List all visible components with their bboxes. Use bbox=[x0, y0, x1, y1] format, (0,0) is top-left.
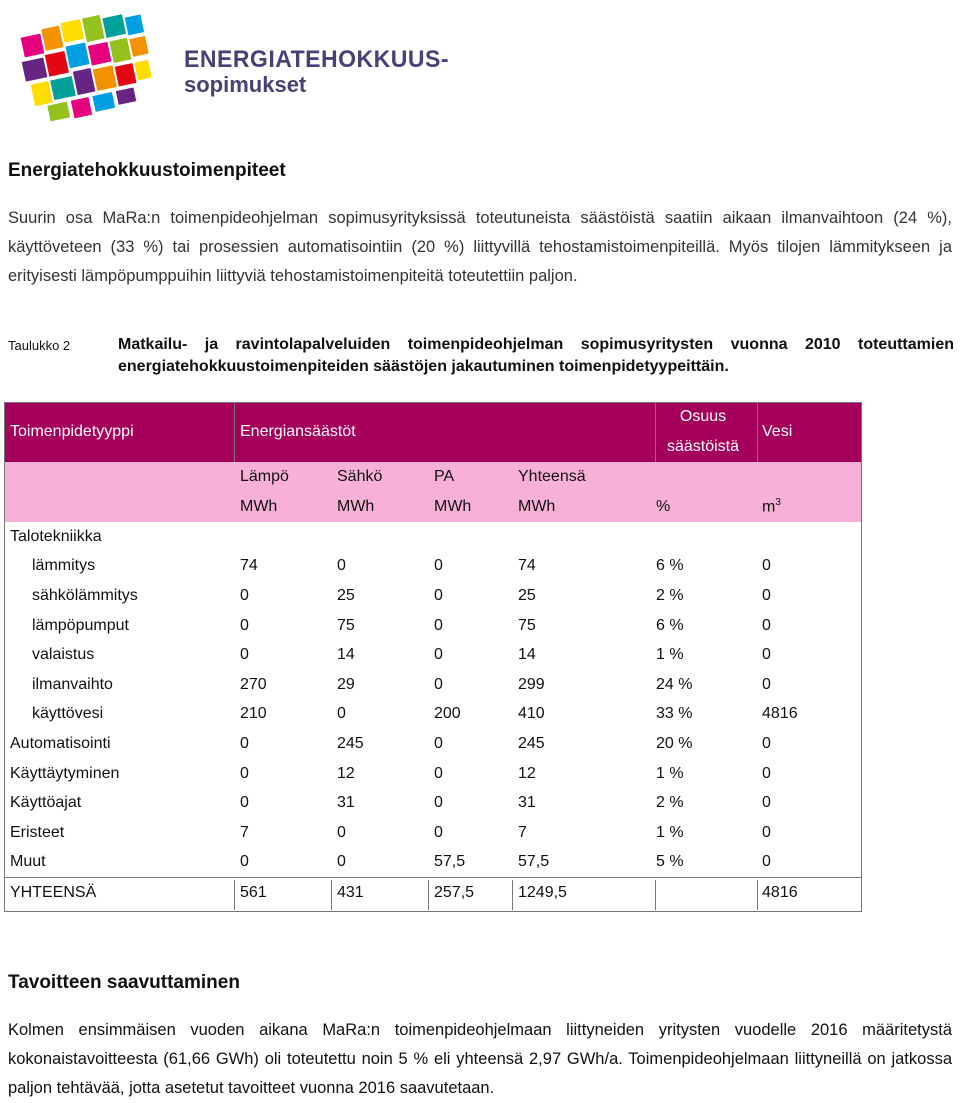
row-pa: 0 bbox=[434, 794, 443, 812]
row-share: 6 % bbox=[656, 616, 684, 634]
table-unit-row bbox=[4, 492, 862, 522]
row-water: 0 bbox=[762, 734, 771, 752]
row-elec: 0 bbox=[337, 557, 346, 575]
row-pa: 0 bbox=[434, 764, 443, 782]
row-total: 25 bbox=[518, 586, 536, 604]
unit-heat: MWh bbox=[234, 492, 331, 522]
row-heat: 0 bbox=[240, 794, 249, 812]
row-elec: 0 bbox=[337, 853, 346, 871]
row-pa: 0 bbox=[434, 675, 443, 693]
row-total: 12 bbox=[518, 764, 536, 782]
unit-elec: MWh bbox=[331, 492, 428, 522]
row-name: valaistus bbox=[32, 646, 95, 664]
table-row bbox=[4, 611, 862, 641]
section-heading-target: Tavoitteen saavuttaminen bbox=[8, 972, 240, 993]
row-elec: 29 bbox=[337, 675, 355, 693]
subheader-total: Yhteensä bbox=[512, 462, 650, 492]
row-share: 20 % bbox=[656, 734, 693, 752]
row-heat: 7 bbox=[240, 823, 249, 841]
row-water: 0 bbox=[762, 764, 771, 782]
unit-water bbox=[756, 492, 862, 522]
unit-pa: MWh bbox=[428, 492, 512, 522]
row-elec: 12 bbox=[337, 764, 355, 782]
row-water: 4816 bbox=[762, 705, 798, 723]
table-header-row bbox=[4, 402, 862, 462]
row-pa: 0 bbox=[434, 646, 443, 664]
color-flag-icon bbox=[10, 6, 170, 126]
row-heat: 0 bbox=[240, 616, 249, 634]
row-heat: 0 bbox=[240, 853, 249, 871]
row-pa: 200 bbox=[434, 705, 461, 723]
total-sum: 1249,5 bbox=[512, 878, 650, 909]
row-heat: 74 bbox=[240, 557, 258, 575]
header-share bbox=[650, 402, 756, 462]
row-heat: 0 bbox=[240, 646, 249, 664]
row-name: Muut bbox=[10, 853, 46, 871]
total-heat: 561 bbox=[234, 878, 331, 909]
row-share: 5 % bbox=[656, 853, 684, 871]
energiatehokkuus-logo bbox=[10, 6, 450, 126]
section-heading-measures: Energiatehokkuustoimenpiteet bbox=[8, 160, 286, 181]
row-total: 7 bbox=[518, 823, 527, 841]
savings-table bbox=[4, 402, 862, 908]
table-row bbox=[4, 700, 862, 730]
table-row bbox=[4, 848, 862, 878]
unit-total: MWh bbox=[512, 492, 650, 522]
row-total: 245 bbox=[518, 734, 545, 752]
row-heat: 270 bbox=[240, 675, 267, 693]
row-elec: 25 bbox=[337, 586, 355, 604]
table-row bbox=[4, 670, 862, 700]
table-row bbox=[4, 759, 862, 789]
row-elec: 0 bbox=[337, 823, 346, 841]
row-name: Eristeet bbox=[10, 823, 65, 841]
unit-water-sup: 3 bbox=[775, 497, 781, 509]
row-name: Käyttöajat bbox=[10, 794, 82, 812]
table-caption-label: Taulukko 2 bbox=[8, 338, 71, 353]
table-row bbox=[4, 552, 862, 582]
header-water: Vesi bbox=[756, 402, 862, 462]
row-name: Automatisointi bbox=[10, 734, 111, 752]
row-pa: 0 bbox=[434, 586, 443, 604]
target-paragraph: Kolmen ensimmäisen vuoden aikana MaRa:n toimenpideohjelmaan liittyneiden yritysten vuodelle 2016 määritetystä kokonaistavoitteesta (61,66 GWh) oli toteutettu noin 5 % eli yhteensä 2,97 GWh/a. Toimenpideohjelmaan liittyneillä on jatkossa paljon tehtävää, jotta asetetut tavoitteet vuonna 2016 saavutetaan. bbox=[8, 1021, 952, 1097]
header-share-line2: säästöistä bbox=[666, 438, 740, 455]
row-total: 31 bbox=[518, 794, 536, 812]
row-name: käyttövesi bbox=[32, 705, 104, 723]
row-water: 0 bbox=[762, 794, 771, 812]
table-row bbox=[4, 581, 862, 611]
row-elec: 75 bbox=[337, 616, 355, 634]
row-elec: 245 bbox=[337, 734, 364, 752]
row-name: lämmitys bbox=[32, 557, 96, 575]
header-share-line1: Osuus bbox=[679, 408, 727, 425]
total-share bbox=[650, 878, 756, 909]
row-share: 33 % bbox=[656, 705, 693, 723]
row-total: 75 bbox=[518, 616, 536, 634]
table-row bbox=[4, 788, 862, 818]
row-name: ilmanvaihto bbox=[32, 675, 113, 693]
subheader-pa: PA bbox=[428, 462, 512, 492]
row-total: 410 bbox=[518, 705, 545, 723]
row-share: 2 % bbox=[656, 586, 684, 604]
unit-water-base: m bbox=[762, 498, 776, 516]
row-pa: 0 bbox=[434, 823, 443, 841]
row-elec: 0 bbox=[337, 705, 346, 723]
row-total: 57,5 bbox=[518, 853, 550, 871]
row-pa: 0 bbox=[434, 616, 443, 634]
row-pa: 0 bbox=[434, 557, 443, 575]
total-elec: 431 bbox=[331, 878, 428, 909]
row-share: 1 % bbox=[656, 823, 684, 841]
total-water: 4816 bbox=[756, 878, 862, 909]
table-row bbox=[4, 729, 862, 759]
group-label: Talotekniikka bbox=[10, 527, 102, 545]
row-total: 74 bbox=[518, 557, 536, 575]
table-row bbox=[4, 818, 862, 848]
table-row bbox=[4, 640, 862, 670]
row-water: 0 bbox=[762, 646, 771, 664]
unit-share: % bbox=[650, 492, 756, 522]
row-water: 0 bbox=[762, 853, 771, 871]
intro-paragraph: Suurin osa MaRa:n toimenpideohjelman sopimusyrityksissä toteutuneista säästöistä saatiin aikaan ilmanvaihtoon (24 %), käyttöveteen (33 %) tai prosessien automatisointiin (20 %) liittyvillä tehostamistoimenpiteillä. Myös tilojen lämmitykseen ja erityisesti lämpöpumppuihin liittyviä tehostamistoimenpiteitä toteutettiin paljon. bbox=[8, 209, 952, 285]
logo-text bbox=[184, 48, 460, 96]
table-subheader-row bbox=[4, 462, 862, 492]
row-pa: 57,5 bbox=[434, 853, 466, 871]
row-water: 0 bbox=[762, 586, 771, 604]
row-water: 0 bbox=[762, 675, 771, 693]
row-share: 1 % bbox=[656, 646, 684, 664]
table-caption-text: Matkailu- ja ravintolapalveluiden toimenpideohjelman sopimusyritysten vuonna 2010 toteuttamien energiatehokkuustoimenpiteiden säästöjen jakautuminen toimenpidetyypeittäin. bbox=[118, 336, 954, 375]
logo-line2: sopimukset bbox=[184, 72, 307, 97]
row-heat: 0 bbox=[240, 586, 249, 604]
row-pa: 0 bbox=[434, 734, 443, 752]
subheader-elec: Sähkö bbox=[331, 462, 428, 492]
row-heat: 0 bbox=[240, 764, 249, 782]
row-total: 299 bbox=[518, 675, 545, 693]
row-water: 0 bbox=[762, 823, 771, 841]
row-water: 0 bbox=[762, 616, 771, 634]
header-energy-savings: Energiansäästöt bbox=[234, 402, 650, 462]
logo-line1: ENERGIATEHOKKUUS- bbox=[184, 46, 450, 73]
row-heat: 0 bbox=[240, 734, 249, 752]
row-name: Käyttäytyminen bbox=[10, 764, 120, 782]
row-name: lämpöpumput bbox=[32, 616, 129, 634]
row-elec: 14 bbox=[337, 646, 355, 664]
total-label: YHTEENSÄ bbox=[4, 878, 234, 909]
total-pa: 257,5 bbox=[428, 878, 512, 909]
row-water: 0 bbox=[762, 557, 771, 575]
row-share: 2 % bbox=[656, 794, 684, 812]
row-elec: 31 bbox=[337, 794, 355, 812]
row-share: 1 % bbox=[656, 764, 684, 782]
row-share: 24 % bbox=[656, 675, 693, 693]
header-measure-type: Toimenpidetyyppi bbox=[4, 402, 234, 462]
row-share: 6 % bbox=[656, 557, 684, 575]
row-total: 14 bbox=[518, 646, 536, 664]
group-row bbox=[4, 522, 862, 552]
row-heat: 210 bbox=[240, 705, 267, 723]
total-row bbox=[4, 878, 862, 909]
row-name: sähkölämmitys bbox=[32, 586, 138, 604]
subheader-heat: Lämpö bbox=[234, 462, 331, 492]
